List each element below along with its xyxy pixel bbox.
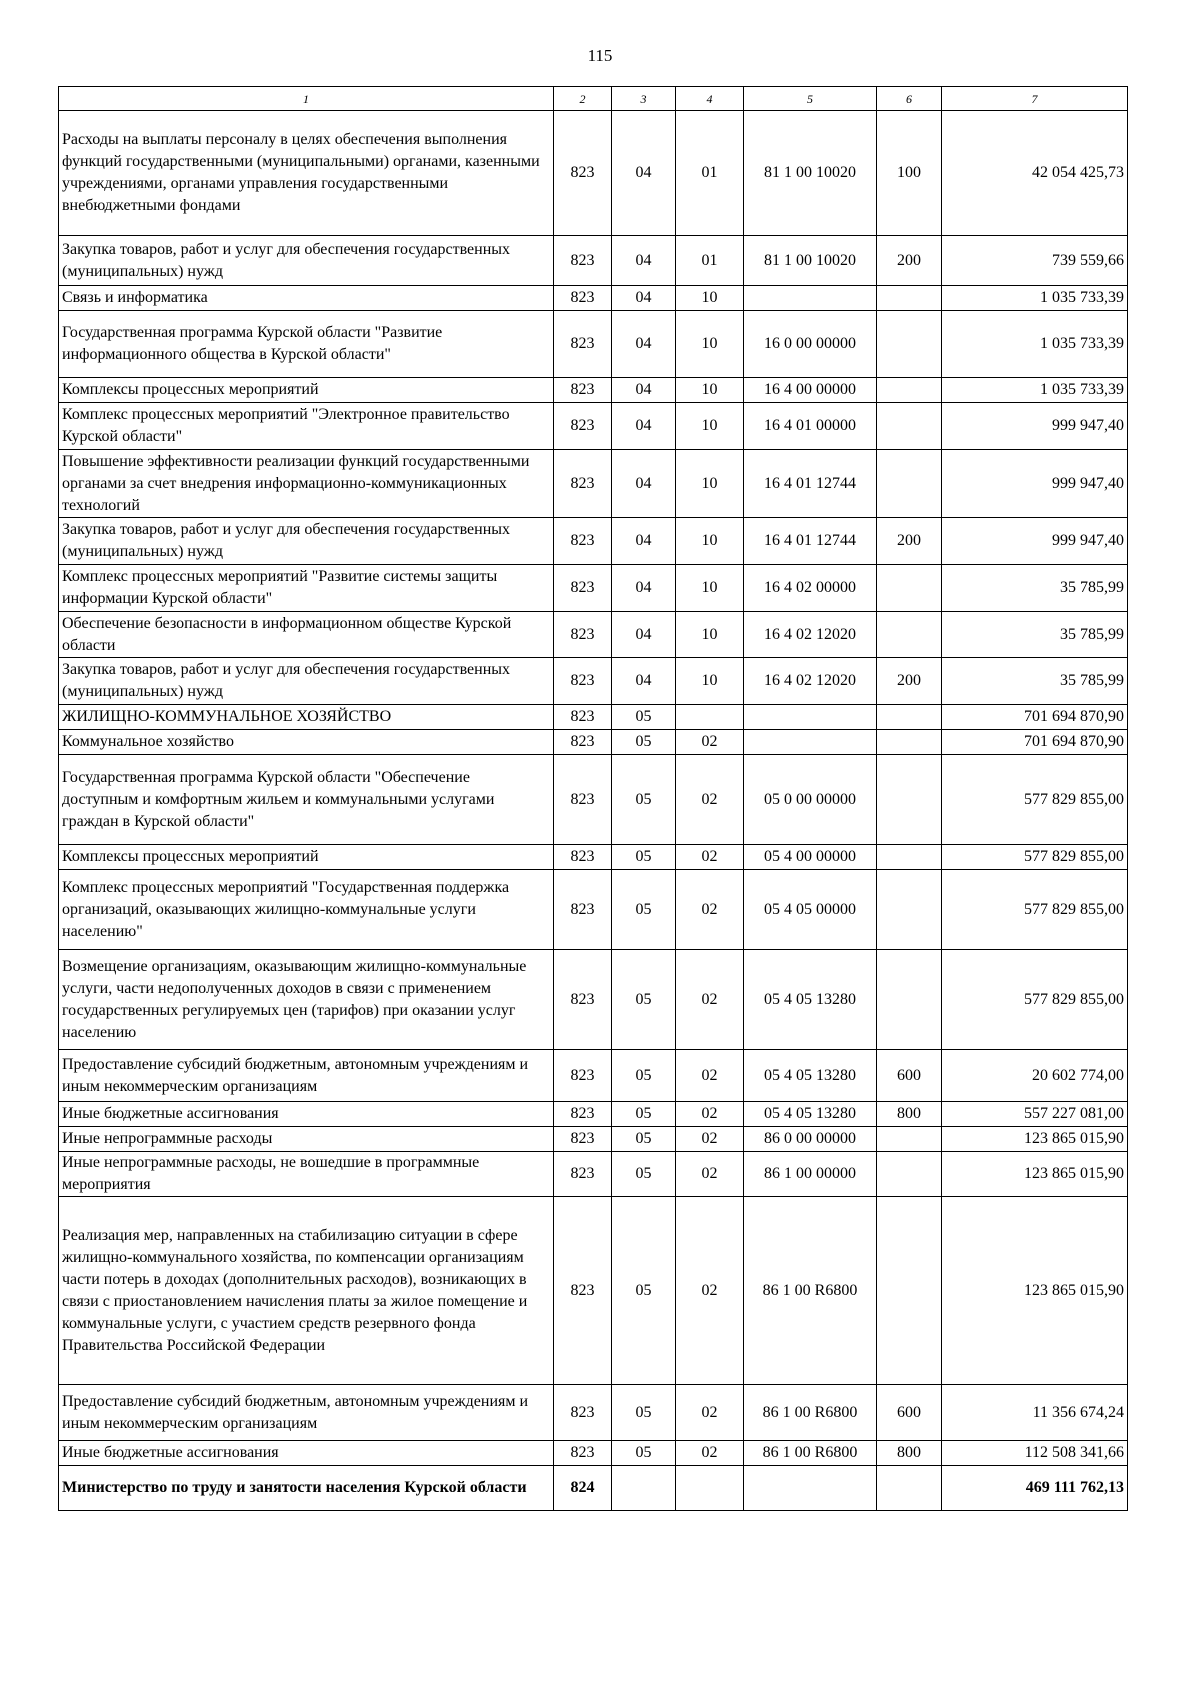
target-article-cell: 86 1 00 R6800	[744, 1385, 877, 1441]
ministry-code-cell: 823	[554, 950, 612, 1050]
ministry-code-cell: 823	[554, 1127, 612, 1152]
expense-name-cell: Иные непрограммные расходы, не вошедшие в программные мероприятия	[59, 1152, 554, 1197]
ministry-code-cell: 823	[554, 236, 612, 286]
expense-type-cell	[877, 1152, 942, 1197]
table-row	[59, 1102, 1128, 1127]
expense-type-cell	[877, 612, 942, 658]
target-article-cell: 81 1 00 10020	[744, 111, 877, 236]
expense-type-cell	[877, 730, 942, 755]
expense-type-cell: 600	[877, 1385, 942, 1441]
table-row	[59, 870, 1128, 950]
table-row	[59, 378, 1128, 403]
ministry-code-cell: 823	[554, 1385, 612, 1441]
expense-type-cell	[877, 1127, 942, 1152]
section-cell: 04	[612, 311, 676, 378]
expense-type-cell	[877, 450, 942, 518]
section-cell: 05	[612, 1385, 676, 1441]
expense-type-cell	[877, 755, 942, 845]
expense-name-cell: Комплекс процессных мероприятий "Государственная поддержка организаций, оказывающих жилищно-коммунальные услуги населению"	[59, 870, 554, 950]
section-cell: 04	[612, 612, 676, 658]
ministry-code-cell: 823	[554, 403, 612, 450]
section-cell: 04	[612, 403, 676, 450]
budget-table	[58, 86, 1128, 1511]
target-article-cell: 05 0 00 00000	[744, 755, 877, 845]
column-number: 1	[59, 87, 554, 111]
target-article-cell: 05 4 05 00000	[744, 870, 877, 950]
section-cell: 05	[612, 1127, 676, 1152]
ministry-code-cell: 823	[554, 612, 612, 658]
expense-name-cell: Комплексы процессных мероприятий	[59, 845, 554, 870]
table-row	[59, 1127, 1128, 1152]
ministry-code-cell: 823	[554, 845, 612, 870]
ministry-code-cell: 823	[554, 111, 612, 236]
amount-cell: 11 356 674,24	[942, 1385, 1128, 1441]
section-cell: 05	[612, 845, 676, 870]
expense-type-cell: 100	[877, 111, 942, 236]
column-number-row	[59, 87, 1128, 111]
ministry-code-cell: 823	[554, 286, 612, 311]
expense-name-cell: Государственная программа Курской области "Обеспечение доступным и комфортным жильем и коммунальными услугами граждан в Курской области"	[59, 755, 554, 845]
expense-type-cell: 600	[877, 1050, 942, 1102]
subsection-cell: 02	[676, 1102, 744, 1127]
column-number: 7	[942, 87, 1128, 111]
subsection-cell: 02	[676, 950, 744, 1050]
section-cell: 05	[612, 1197, 676, 1385]
amount-cell: 123 865 015,90	[942, 1127, 1128, 1152]
section-cell: 05	[612, 1441, 676, 1466]
table-row	[59, 403, 1128, 450]
column-number: 2	[554, 87, 612, 111]
ministry-code-cell: 823	[554, 730, 612, 755]
subsection-cell: 02	[676, 1441, 744, 1466]
expense-type-cell	[877, 950, 942, 1050]
ministry-code-cell: 823	[554, 1152, 612, 1197]
amount-cell: 1 035 733,39	[942, 311, 1128, 378]
section-cell: 04	[612, 111, 676, 236]
subsection-cell: 02	[676, 755, 744, 845]
section-cell: 05	[612, 1102, 676, 1127]
subsection-cell: 10	[676, 658, 744, 705]
column-number: 4	[676, 87, 744, 111]
subsection-cell: 01	[676, 111, 744, 236]
amount-cell: 42 054 425,73	[942, 111, 1128, 236]
target-article-cell	[744, 1466, 877, 1511]
expense-name-cell: Иные бюджетные ассигнования	[59, 1102, 554, 1127]
target-article-cell	[744, 705, 877, 730]
ministry-code-cell: 823	[554, 870, 612, 950]
section-cell: 04	[612, 518, 676, 565]
target-article-cell: 16 4 00 00000	[744, 378, 877, 403]
expense-type-cell: 800	[877, 1441, 942, 1466]
expense-type-cell	[877, 378, 942, 403]
subsection-cell: 10	[676, 378, 744, 403]
subsection-cell: 02	[676, 870, 744, 950]
target-article-cell: 16 0 00 00000	[744, 311, 877, 378]
expense-name-cell: Иные непрограммные расходы	[59, 1127, 554, 1152]
ministry-code-cell: 823	[554, 658, 612, 705]
expense-name-cell: Возмещение организациям, оказывающим жилищно-коммунальные услуги, части недополученных доходов в связи с применением государственных регулируемых цен (тарифов) при оказании услуг населению	[59, 950, 554, 1050]
amount-cell: 35 785,99	[942, 565, 1128, 612]
section-cell: 05	[612, 755, 676, 845]
expense-type-cell	[877, 311, 942, 378]
amount-cell: 701 694 870,90	[942, 705, 1128, 730]
table-row	[59, 1152, 1128, 1197]
subsection-cell: 02	[676, 1197, 744, 1385]
target-article-cell: 81 1 00 10020	[744, 236, 877, 286]
table-row	[59, 730, 1128, 755]
table-row	[59, 236, 1128, 286]
amount-cell: 557 227 081,00	[942, 1102, 1128, 1127]
subsection-cell: 02	[676, 845, 744, 870]
ministry-code-cell: 823	[554, 450, 612, 518]
table-row	[59, 450, 1128, 518]
expense-name-cell: Комплекс процессных мероприятий "Электронное правительство Курской области"	[59, 403, 554, 450]
table-row	[59, 1050, 1128, 1102]
target-article-cell: 16 4 02 12020	[744, 612, 877, 658]
section-cell: 05	[612, 705, 676, 730]
table-row	[59, 755, 1128, 845]
subsection-cell: 02	[676, 1050, 744, 1102]
expense-name-cell: Иные бюджетные ассигнования	[59, 1441, 554, 1466]
ministry-code-cell: 823	[554, 518, 612, 565]
page-number: 115	[587, 46, 613, 65]
column-number: 3	[612, 87, 676, 111]
amount-cell: 999 947,40	[942, 450, 1128, 518]
expense-name-cell: Закупка товаров, работ и услуг для обеспечения государственных (муниципальных) нужд	[59, 236, 554, 286]
expense-type-cell	[877, 1466, 942, 1511]
subsection-cell: 10	[676, 311, 744, 378]
ministry-code-cell: 823	[554, 755, 612, 845]
table-row	[59, 1197, 1128, 1385]
expense-type-cell	[877, 845, 942, 870]
table-row	[59, 845, 1128, 870]
expense-name-cell: Государственная программа Курской области "Развитие информационного общества в Курской области"	[59, 311, 554, 378]
expense-name-cell: Закупка товаров, работ и услуг для обеспечения государственных (муниципальных) нужд	[59, 658, 554, 705]
expense-type-cell: 200	[877, 236, 942, 286]
subsection-cell: 10	[676, 565, 744, 612]
ministry-code-cell: 823	[554, 565, 612, 612]
subsection-cell: 10	[676, 612, 744, 658]
expense-name-cell: Реализация мер, направленных на стабилизацию ситуации в сфере жилищно-коммунального хозяйства, по компенсации организациям части потерь в доходах (дополнительных расходов), возникающих в связи с приостановлением начисления платы за жилое помещение и коммунальные услуги, с участием средств резервного фонда Правительства Российской Федерации	[59, 1197, 554, 1385]
expense-type-cell	[877, 286, 942, 311]
column-number: 6	[877, 87, 942, 111]
target-article-cell: 16 4 01 12744	[744, 518, 877, 565]
subsection-cell: 10	[676, 450, 744, 518]
amount-cell: 35 785,99	[942, 612, 1128, 658]
expense-name-cell: Министерство по труду и занятости населения Курской области	[59, 1466, 554, 1511]
section-cell: 05	[612, 730, 676, 755]
amount-cell: 739 559,66	[942, 236, 1128, 286]
expense-type-cell	[877, 565, 942, 612]
target-article-cell	[744, 286, 877, 311]
subsection-cell: 02	[676, 1385, 744, 1441]
target-article-cell	[744, 730, 877, 755]
expense-name-cell: Связь и информатика	[59, 286, 554, 311]
section-cell: 04	[612, 236, 676, 286]
subsection-cell: 01	[676, 236, 744, 286]
ministry-code-cell: 823	[554, 378, 612, 403]
amount-cell: 20 602 774,00	[942, 1050, 1128, 1102]
amount-cell: 123 865 015,90	[942, 1197, 1128, 1385]
subsection-cell: 10	[676, 518, 744, 565]
section-cell	[612, 1466, 676, 1511]
expense-name-cell: Повышение эффективности реализации функций государственными органами за счет внедрения информационно-коммуникационных технологий	[59, 450, 554, 518]
target-article-cell: 05 4 00 00000	[744, 845, 877, 870]
section-cell: 05	[612, 1152, 676, 1197]
section-cell: 04	[612, 658, 676, 705]
expense-name-cell: Расходы на выплаты персоналу в целях обеспечения выполнения функций государственными (муниципальными) органами, казенными учреждениями, органами управления государственными внебюджетными фондами	[59, 111, 554, 236]
amount-cell: 999 947,40	[942, 518, 1128, 565]
table-row	[59, 565, 1128, 612]
section-cell: 04	[612, 450, 676, 518]
section-cell: 05	[612, 1050, 676, 1102]
amount-cell: 112 508 341,66	[942, 1441, 1128, 1466]
amount-cell: 577 829 855,00	[942, 845, 1128, 870]
table-row	[59, 518, 1128, 565]
expense-type-cell	[877, 870, 942, 950]
amount-cell: 999 947,40	[942, 403, 1128, 450]
ministry-code-cell: 823	[554, 1050, 612, 1102]
expense-name-cell: Предоставление субсидий бюджетным, автономным учреждениям и иным некоммерческим организациям	[59, 1385, 554, 1441]
ministry-code-cell: 823	[554, 1441, 612, 1466]
amount-cell: 1 035 733,39	[942, 378, 1128, 403]
target-article-cell: 05 4 05 13280	[744, 1102, 877, 1127]
table-row	[59, 1441, 1128, 1466]
expense-name-cell: ЖИЛИЩНО-КОММУНАЛЬНОЕ ХОЗЯЙСТВО	[59, 705, 554, 730]
ministry-code-cell: 823	[554, 705, 612, 730]
target-article-cell: 86 1 00 00000	[744, 1152, 877, 1197]
table-row	[59, 1466, 1128, 1511]
subsection-cell: 10	[676, 403, 744, 450]
subsection-cell	[676, 1466, 744, 1511]
target-article-cell: 16 4 02 00000	[744, 565, 877, 612]
target-article-cell: 86 0 00 00000	[744, 1127, 877, 1152]
expense-type-cell: 200	[877, 518, 942, 565]
amount-cell: 123 865 015,90	[942, 1152, 1128, 1197]
table-row	[59, 111, 1128, 236]
target-article-cell: 86 1 00 R6800	[744, 1441, 877, 1466]
amount-cell: 469 111 762,13	[942, 1466, 1128, 1511]
ministry-code-cell: 824	[554, 1466, 612, 1511]
expense-name-cell: Комплексы процессных мероприятий	[59, 378, 554, 403]
subsection-cell	[676, 705, 744, 730]
expense-type-cell	[877, 403, 942, 450]
section-cell: 05	[612, 950, 676, 1050]
amount-cell: 577 829 855,00	[942, 950, 1128, 1050]
section-cell: 05	[612, 870, 676, 950]
target-article-cell: 16 4 02 12020	[744, 658, 877, 705]
amount-cell: 35 785,99	[942, 658, 1128, 705]
section-cell: 04	[612, 286, 676, 311]
ministry-code-cell: 823	[554, 1197, 612, 1385]
subsection-cell: 02	[676, 730, 744, 755]
table-row	[59, 286, 1128, 311]
target-article-cell: 86 1 00 R6800	[744, 1197, 877, 1385]
expense-name-cell: Обеспечение безопасности в информационном обществе Курской области	[59, 612, 554, 658]
subsection-cell: 02	[676, 1127, 744, 1152]
subsection-cell: 02	[676, 1152, 744, 1197]
expense-type-cell: 200	[877, 658, 942, 705]
column-number: 5	[744, 87, 877, 111]
amount-cell: 701 694 870,90	[942, 730, 1128, 755]
expense-type-cell	[877, 1197, 942, 1385]
target-article-cell: 05 4 05 13280	[744, 1050, 877, 1102]
table-row	[59, 311, 1128, 378]
amount-cell: 1 035 733,39	[942, 286, 1128, 311]
target-article-cell: 16 4 01 12744	[744, 450, 877, 518]
table-row	[59, 1385, 1128, 1441]
expense-name-cell: Коммунальное хозяйство	[59, 730, 554, 755]
expense-type-cell	[877, 705, 942, 730]
amount-cell: 577 829 855,00	[942, 870, 1128, 950]
ministry-code-cell: 823	[554, 1102, 612, 1127]
target-article-cell: 05 4 05 13280	[744, 950, 877, 1050]
section-cell: 04	[612, 565, 676, 612]
table-row	[59, 612, 1128, 658]
ministry-code-cell: 823	[554, 311, 612, 378]
expense-name-cell: Закупка товаров, работ и услуг для обеспечения государственных (муниципальных) нужд	[59, 518, 554, 565]
target-article-cell: 16 4 01 00000	[744, 403, 877, 450]
expense-name-cell: Предоставление субсидий бюджетным, автономным учреждениям и иным некоммерческим организациям	[59, 1050, 554, 1102]
expense-type-cell: 800	[877, 1102, 942, 1127]
table-row	[59, 950, 1128, 1050]
subsection-cell: 10	[676, 286, 744, 311]
expense-name-cell: Комплекс процессных мероприятий "Развитие системы защиты информации Курской области"	[59, 565, 554, 612]
table-row	[59, 705, 1128, 730]
amount-cell: 577 829 855,00	[942, 755, 1128, 845]
section-cell: 04	[612, 378, 676, 403]
table-row	[59, 658, 1128, 705]
